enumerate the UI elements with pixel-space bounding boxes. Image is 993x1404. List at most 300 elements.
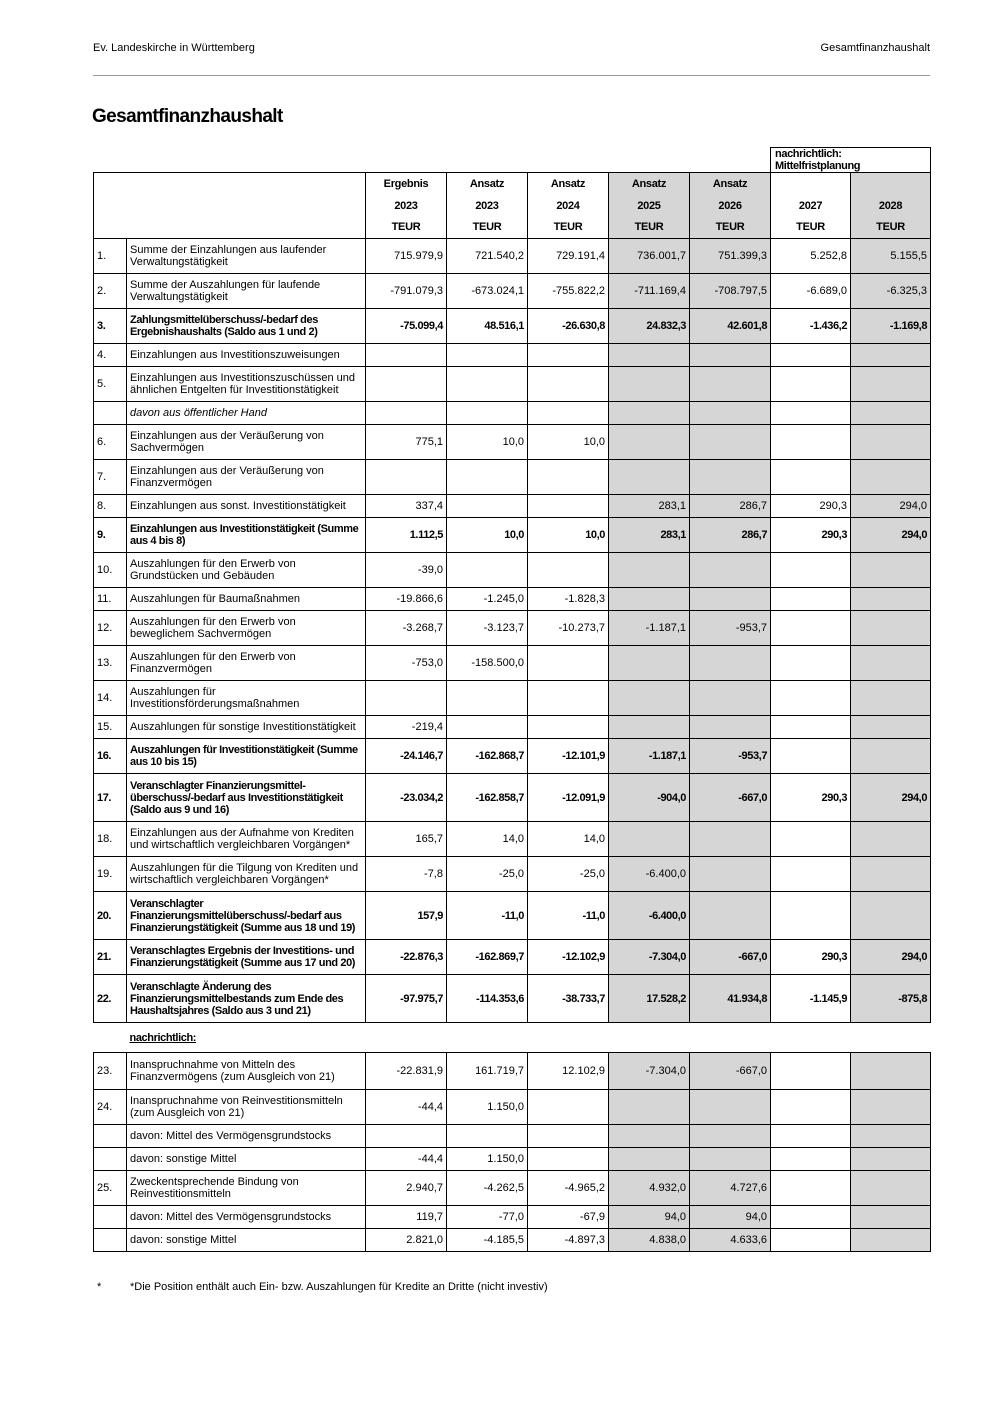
- row-number: 10.: [94, 553, 127, 588]
- row-number: 24.: [94, 1090, 127, 1125]
- value-cell: [690, 344, 771, 367]
- value-cell: [771, 1053, 851, 1090]
- value-cell: 10,0: [528, 425, 609, 460]
- value-cell: [609, 1125, 690, 1148]
- value-cell: -7.304,0: [609, 1053, 690, 1090]
- value-cell: [771, 460, 851, 495]
- value-cell: [851, 857, 931, 892]
- value-cell: 729.191,4: [528, 239, 609, 274]
- value-cell: 294,0: [851, 518, 931, 553]
- value-cell: [609, 1090, 690, 1125]
- row-label: Auszahlungen für den Erwerb von Grundstücken und Gebäuden: [127, 553, 366, 588]
- value-cell: [851, 425, 931, 460]
- value-cell: [771, 344, 851, 367]
- value-cell: [851, 1171, 931, 1206]
- table-row: [94, 402, 931, 425]
- value-cell: 294,0: [851, 495, 931, 518]
- value-cell: [528, 646, 609, 681]
- row-number: 15.: [94, 716, 127, 739]
- row-number: 2.: [94, 274, 127, 309]
- value-cell: -1.187,1: [609, 739, 690, 774]
- value-cell: 94,0: [609, 1206, 690, 1229]
- value-cell: 14,0: [528, 822, 609, 857]
- value-cell: -4.185,5: [447, 1229, 528, 1252]
- value-cell: -77,0: [447, 1206, 528, 1229]
- value-cell: [690, 716, 771, 739]
- row-number: 25.: [94, 1171, 127, 1206]
- value-cell: [609, 716, 690, 739]
- value-cell: [528, 495, 609, 518]
- value-cell: -25,0: [447, 857, 528, 892]
- value-cell: -953,7: [690, 739, 771, 774]
- table-row: [94, 425, 931, 460]
- row-label: davon aus öffentlicher Hand: [127, 402, 366, 425]
- value-cell: [528, 402, 609, 425]
- col-head-year: 2026: [690, 195, 771, 217]
- row-label: davon: Mittel des Vermögensgrundstocks: [127, 1125, 366, 1148]
- table-row: [94, 646, 931, 681]
- value-cell: [851, 716, 931, 739]
- value-cell: 4.932,0: [609, 1171, 690, 1206]
- value-cell: 1.150,0: [447, 1090, 528, 1125]
- value-cell: [690, 1125, 771, 1148]
- value-cell: 157,9: [366, 892, 447, 940]
- col-head-l1: Ansatz: [609, 173, 690, 195]
- value-cell: 283,1: [609, 518, 690, 553]
- value-cell: -1.145,9: [771, 975, 851, 1023]
- value-cell: -22.831,9: [366, 1053, 447, 1090]
- row-label: Auszahlungen für den Erwerb von beweglichem Sachvermögen: [127, 611, 366, 646]
- value-cell: 294,0: [851, 774, 931, 822]
- value-cell: -667,0: [690, 1053, 771, 1090]
- value-cell: [690, 822, 771, 857]
- value-cell: [447, 1125, 528, 1148]
- value-cell: [851, 1053, 931, 1090]
- table-row: [94, 553, 931, 588]
- value-cell: 4.633,6: [690, 1229, 771, 1252]
- row-number: 4.: [94, 344, 127, 367]
- table-row: [94, 681, 931, 716]
- table-row: [94, 1053, 931, 1090]
- value-cell: -708.797,5: [690, 274, 771, 309]
- value-cell: [528, 344, 609, 367]
- row-label: Auszahlungen für die Tilgung von Krediten und wirtschaftlich vergleichbaren Vorgängen*: [127, 857, 366, 892]
- table-row: [94, 344, 931, 367]
- row-label: Auszahlungen für sonstige Investitionstätigkeit: [127, 716, 366, 739]
- value-cell: 161.719,7: [447, 1053, 528, 1090]
- value-cell: [447, 495, 528, 518]
- value-cell: 290,3: [771, 774, 851, 822]
- value-cell: [851, 646, 931, 681]
- value-cell: -1.828,3: [528, 588, 609, 611]
- col-head-unit: TEUR: [851, 217, 931, 239]
- table-row: [94, 460, 931, 495]
- footnote-text: *Die Position enthält auch Ein- bzw. Auszahlungen für Kredite an Dritte (nicht investiv): [130, 1281, 548, 1293]
- row-label: Summe der Einzahlungen aus laufender Verwaltungstätigkeit: [127, 239, 366, 274]
- col-head-year: 2028: [851, 195, 931, 217]
- col-head-l1: [771, 173, 851, 195]
- header-organization: Ev. Landeskirche in Württemberg: [93, 42, 255, 54]
- value-cell: [528, 460, 609, 495]
- row-label: Auszahlungen für Investitionstätigkeit (Summe aus 10 bis 15): [127, 739, 366, 774]
- row-label: Einzahlungen aus Investitionstätigkeit (Summe aus 4 bis 8): [127, 518, 366, 553]
- value-cell: -4.965,2: [528, 1171, 609, 1206]
- value-cell: 290,3: [771, 518, 851, 553]
- value-cell: -6.400,0: [609, 857, 690, 892]
- value-cell: [528, 1090, 609, 1125]
- col-head-unit: TEUR: [447, 217, 528, 239]
- value-cell: -11,0: [447, 892, 528, 940]
- row-label: Veranschlagte Änderung des Finanzierungsmittelbestands zum Ende des Haushaltsjahres (Saldo aus 3 und 21): [127, 975, 366, 1023]
- row-label: Veranschlagter Finanzierungsmittel-überschuss/-bedarf aus Investitionstätigkeit (Saldo aus 9 und 16): [127, 774, 366, 822]
- table-row: [94, 309, 931, 344]
- col-head-l1: Ergebnis: [366, 173, 447, 195]
- row-number: 11.: [94, 588, 127, 611]
- table-row: [94, 1090, 931, 1125]
- row-number: 18.: [94, 822, 127, 857]
- value-cell: 4.838,0: [609, 1229, 690, 1252]
- value-cell: [528, 1125, 609, 1148]
- row-number: 7.: [94, 460, 127, 495]
- row-label: Einzahlungen aus der Veräußerung von Finanzvermögen: [127, 460, 366, 495]
- value-cell: [851, 1090, 931, 1125]
- value-cell: -44,4: [366, 1148, 447, 1171]
- value-cell: 286,7: [690, 518, 771, 553]
- value-cell: 1.112,5: [366, 518, 447, 553]
- row-number: [94, 1125, 127, 1148]
- value-cell: -162.869,7: [447, 940, 528, 975]
- row-label: Veranschlagtes Ergebnis der Investitions- und Finanzierungstätigkeit (Summe aus 17 und 20): [127, 940, 366, 975]
- value-cell: [609, 425, 690, 460]
- col-head-unit: TEUR: [609, 217, 690, 239]
- row-number: 8.: [94, 495, 127, 518]
- value-cell: -753,0: [366, 646, 447, 681]
- row-number: [94, 1148, 127, 1171]
- value-cell: [609, 460, 690, 495]
- value-cell: [851, 367, 931, 402]
- value-cell: [771, 1125, 851, 1148]
- value-cell: 2.940,7: [366, 1171, 447, 1206]
- value-cell: -219,4: [366, 716, 447, 739]
- value-cell: [771, 611, 851, 646]
- value-cell: [771, 402, 851, 425]
- table-row: [94, 1125, 931, 1148]
- value-cell: -38.733,7: [528, 975, 609, 1023]
- value-cell: [771, 716, 851, 739]
- row-number: 3.: [94, 309, 127, 344]
- mittelfristplanung-label: nachrichtlich: Mittelfristplanung: [771, 148, 931, 173]
- table-row: [94, 739, 931, 774]
- value-cell: -75.099,4: [366, 309, 447, 344]
- value-cell: [447, 553, 528, 588]
- value-cell: -791.079,3: [366, 274, 447, 309]
- value-cell: 2.821,0: [366, 1229, 447, 1252]
- value-cell: -953,7: [690, 611, 771, 646]
- value-cell: 48.516,1: [447, 309, 528, 344]
- col-head-unit: TEUR: [366, 217, 447, 239]
- row-label: Einzahlungen aus der Aufnahme von Krediten und wirtschaftlich vergleichbaren Vorgängen*: [127, 822, 366, 857]
- value-cell: 294,0: [851, 940, 931, 975]
- value-cell: [447, 402, 528, 425]
- value-cell: [609, 553, 690, 588]
- value-cell: 5.155,5: [851, 239, 931, 274]
- value-cell: 12.102,9: [528, 1053, 609, 1090]
- value-cell: 751.399,3: [690, 239, 771, 274]
- row-number: 13.: [94, 646, 127, 681]
- value-cell: [690, 1148, 771, 1171]
- value-cell: -24.146,7: [366, 739, 447, 774]
- finance-table: [93, 147, 931, 1252]
- table-row: [94, 588, 931, 611]
- value-cell: [851, 344, 931, 367]
- row-number: 17.: [94, 774, 127, 822]
- value-cell: [366, 1125, 447, 1148]
- value-cell: -904,0: [609, 774, 690, 822]
- col-head-year: 2025: [609, 195, 690, 217]
- value-cell: [690, 402, 771, 425]
- col-head-l1: [851, 173, 931, 195]
- value-cell: -114.353,6: [447, 975, 528, 1023]
- value-cell: [771, 425, 851, 460]
- value-cell: 4.727,6: [690, 1171, 771, 1206]
- value-cell: [690, 460, 771, 495]
- row-number: 16.: [94, 739, 127, 774]
- value-cell: -4.262,5: [447, 1171, 528, 1206]
- value-cell: [771, 646, 851, 681]
- row-number: 23.: [94, 1053, 127, 1090]
- value-cell: [771, 739, 851, 774]
- value-cell: 290,3: [771, 495, 851, 518]
- row-number: 22.: [94, 975, 127, 1023]
- value-cell: -12.091,9: [528, 774, 609, 822]
- value-cell: [851, 611, 931, 646]
- value-cell: 10,0: [447, 425, 528, 460]
- value-cell: 94,0: [690, 1206, 771, 1229]
- row-label: davon: sonstige Mittel: [127, 1229, 366, 1252]
- value-cell: 286,7: [690, 495, 771, 518]
- value-cell: [690, 588, 771, 611]
- value-cell: [528, 367, 609, 402]
- value-cell: [528, 553, 609, 588]
- value-cell: -3.268,7: [366, 611, 447, 646]
- value-cell: [609, 822, 690, 857]
- table-row: [94, 1206, 931, 1229]
- row-number: [94, 402, 127, 425]
- value-cell: 775,1: [366, 425, 447, 460]
- row-number: 5.: [94, 367, 127, 402]
- value-cell: -6.689,0: [771, 274, 851, 309]
- table-row: [94, 239, 931, 274]
- value-cell: [851, 553, 931, 588]
- table-row: [94, 495, 931, 518]
- value-cell: [851, 460, 931, 495]
- table-row: [94, 822, 931, 857]
- value-cell: [609, 367, 690, 402]
- value-cell: [447, 344, 528, 367]
- value-cell: [771, 367, 851, 402]
- row-number: 6.: [94, 425, 127, 460]
- value-cell: [851, 588, 931, 611]
- row-number: 9.: [94, 518, 127, 553]
- value-cell: [851, 1229, 931, 1252]
- value-cell: [851, 739, 931, 774]
- value-cell: 10,0: [528, 518, 609, 553]
- value-cell: [771, 681, 851, 716]
- value-cell: -755.822,2: [528, 274, 609, 309]
- value-cell: 24.832,3: [609, 309, 690, 344]
- row-number: 12.: [94, 611, 127, 646]
- value-cell: [851, 892, 931, 940]
- value-cell: [771, 1148, 851, 1171]
- value-cell: -11,0: [528, 892, 609, 940]
- value-cell: [851, 681, 931, 716]
- row-number: 1.: [94, 239, 127, 274]
- value-cell: [609, 588, 690, 611]
- value-cell: [690, 425, 771, 460]
- value-cell: [771, 1171, 851, 1206]
- table-row: [94, 716, 931, 739]
- value-cell: -12.102,9: [528, 940, 609, 975]
- value-cell: -10.273,7: [528, 611, 609, 646]
- table-row: [94, 518, 931, 553]
- value-cell: [609, 344, 690, 367]
- value-cell: [771, 553, 851, 588]
- value-cell: [366, 402, 447, 425]
- value-cell: [447, 681, 528, 716]
- value-cell: 1.150,0: [447, 1148, 528, 1171]
- value-cell: [771, 822, 851, 857]
- col-head-year: 2027: [771, 195, 851, 217]
- value-cell: -19.866,6: [366, 588, 447, 611]
- value-cell: -97.975,7: [366, 975, 447, 1023]
- row-number: [94, 1206, 127, 1229]
- spacer-cell: [94, 1023, 127, 1053]
- row-label: Einzahlungen aus der Veräußerung von Sachvermögen: [127, 425, 366, 460]
- table-row: [94, 611, 931, 646]
- value-cell: -667,0: [690, 940, 771, 975]
- value-cell: -6.325,3: [851, 274, 931, 309]
- value-cell: 715.979,9: [366, 239, 447, 274]
- page-title: Gesamtfinanzhaushalt: [92, 106, 283, 127]
- table-row: [94, 367, 931, 402]
- table-row: [94, 1229, 931, 1252]
- value-cell: 721.540,2: [447, 239, 528, 274]
- row-label: Summe der Auszahlungen für laufende Verwaltungstätigkeit: [127, 274, 366, 309]
- table-row: [94, 1171, 931, 1206]
- footnote-marker: *: [97, 1281, 102, 1293]
- value-cell: [366, 344, 447, 367]
- value-cell: -26.630,8: [528, 309, 609, 344]
- value-cell: 17.528,2: [609, 975, 690, 1023]
- row-label: Auszahlungen für Investitionsförderungsmaßnahmen: [127, 681, 366, 716]
- value-cell: -1.169,8: [851, 309, 931, 344]
- row-number: 19.: [94, 857, 127, 892]
- value-cell: -673.024,1: [447, 274, 528, 309]
- value-cell: [528, 681, 609, 716]
- col-head-l1: Ansatz: [447, 173, 528, 195]
- row-label: davon: sonstige Mittel: [127, 1148, 366, 1171]
- value-cell: [771, 892, 851, 940]
- value-cell: 736.001,7: [609, 239, 690, 274]
- value-cell: [447, 460, 528, 495]
- value-cell: [771, 1229, 851, 1252]
- value-cell: [690, 367, 771, 402]
- value-cell: 165,7: [366, 822, 447, 857]
- value-cell: [851, 1125, 931, 1148]
- value-cell: [609, 402, 690, 425]
- value-cell: -3.123,7: [447, 611, 528, 646]
- value-cell: [771, 588, 851, 611]
- value-cell: -711.169,4: [609, 274, 690, 309]
- value-cell: [690, 553, 771, 588]
- value-cell: -667,0: [690, 774, 771, 822]
- row-number: 20.: [94, 892, 127, 940]
- value-cell: 337,4: [366, 495, 447, 518]
- row-label: Veranschlagter Finanzierungsmittelüberschuss/-bedarf aus Finanzierungstätigkeit (Summe aus 18 und 19): [127, 892, 366, 940]
- value-cell: -1.245,0: [447, 588, 528, 611]
- value-cell: [609, 1148, 690, 1171]
- value-cell: 10,0: [447, 518, 528, 553]
- value-cell: [851, 1148, 931, 1171]
- header-section: Gesamtfinanzhaushalt: [820, 42, 930, 54]
- header-blank-cell: [94, 173, 366, 239]
- value-cell: -875,8: [851, 975, 931, 1023]
- row-label: Einzahlungen aus Investitionszuschüssen und ähnlichen Entgelten für Investitionstätigkeit: [127, 367, 366, 402]
- value-cell: -67,9: [528, 1206, 609, 1229]
- row-label: Inanspruchnahme von Reinvestitionsmitteln (zum Ausgleich von 21): [127, 1090, 366, 1125]
- table-row: [94, 975, 931, 1023]
- value-cell: -162.868,7: [447, 739, 528, 774]
- col-head-unit: TEUR: [771, 217, 851, 239]
- row-number: 21.: [94, 940, 127, 975]
- value-cell: [690, 1090, 771, 1125]
- nachrichtlich-row: [94, 1023, 931, 1053]
- col-head-l1: Ansatz: [690, 173, 771, 195]
- value-cell: [366, 681, 447, 716]
- col-head-year: 2024: [528, 195, 609, 217]
- col-head-l1: Ansatz: [528, 173, 609, 195]
- table-row: [94, 774, 931, 822]
- value-cell: [851, 1206, 931, 1229]
- col-head-unit: TEUR: [528, 217, 609, 239]
- value-cell: [609, 681, 690, 716]
- value-cell: -25,0: [528, 857, 609, 892]
- value-cell: 14,0: [447, 822, 528, 857]
- page-header: [93, 40, 930, 76]
- value-cell: [528, 1148, 609, 1171]
- value-cell: -4.897,3: [528, 1229, 609, 1252]
- value-cell: [366, 460, 447, 495]
- row-label: Inanspruchnahme von Mitteln des Finanzvermögens (zum Ausgleich von 21): [127, 1053, 366, 1090]
- value-cell: -6.400,0: [609, 892, 690, 940]
- value-cell: [447, 367, 528, 402]
- value-cell: -162.858,7: [447, 774, 528, 822]
- value-cell: [528, 716, 609, 739]
- nachrichtlich-label: nachrichtlich:: [129, 1031, 197, 1044]
- table-row: [94, 274, 931, 309]
- value-cell: -44,4: [366, 1090, 447, 1125]
- col-head-year: 2023: [366, 195, 447, 217]
- row-label: Auszahlungen für Baumaßnahmen: [127, 588, 366, 611]
- row-label: Auszahlungen für den Erwerb von Finanzvermögen: [127, 646, 366, 681]
- value-cell: -1.436,2: [771, 309, 851, 344]
- value-cell: [851, 402, 931, 425]
- value-cell: [447, 716, 528, 739]
- value-cell: [771, 1206, 851, 1229]
- value-cell: -158.500,0: [447, 646, 528, 681]
- value-cell: -22.876,3: [366, 940, 447, 975]
- table-row: [94, 1148, 931, 1171]
